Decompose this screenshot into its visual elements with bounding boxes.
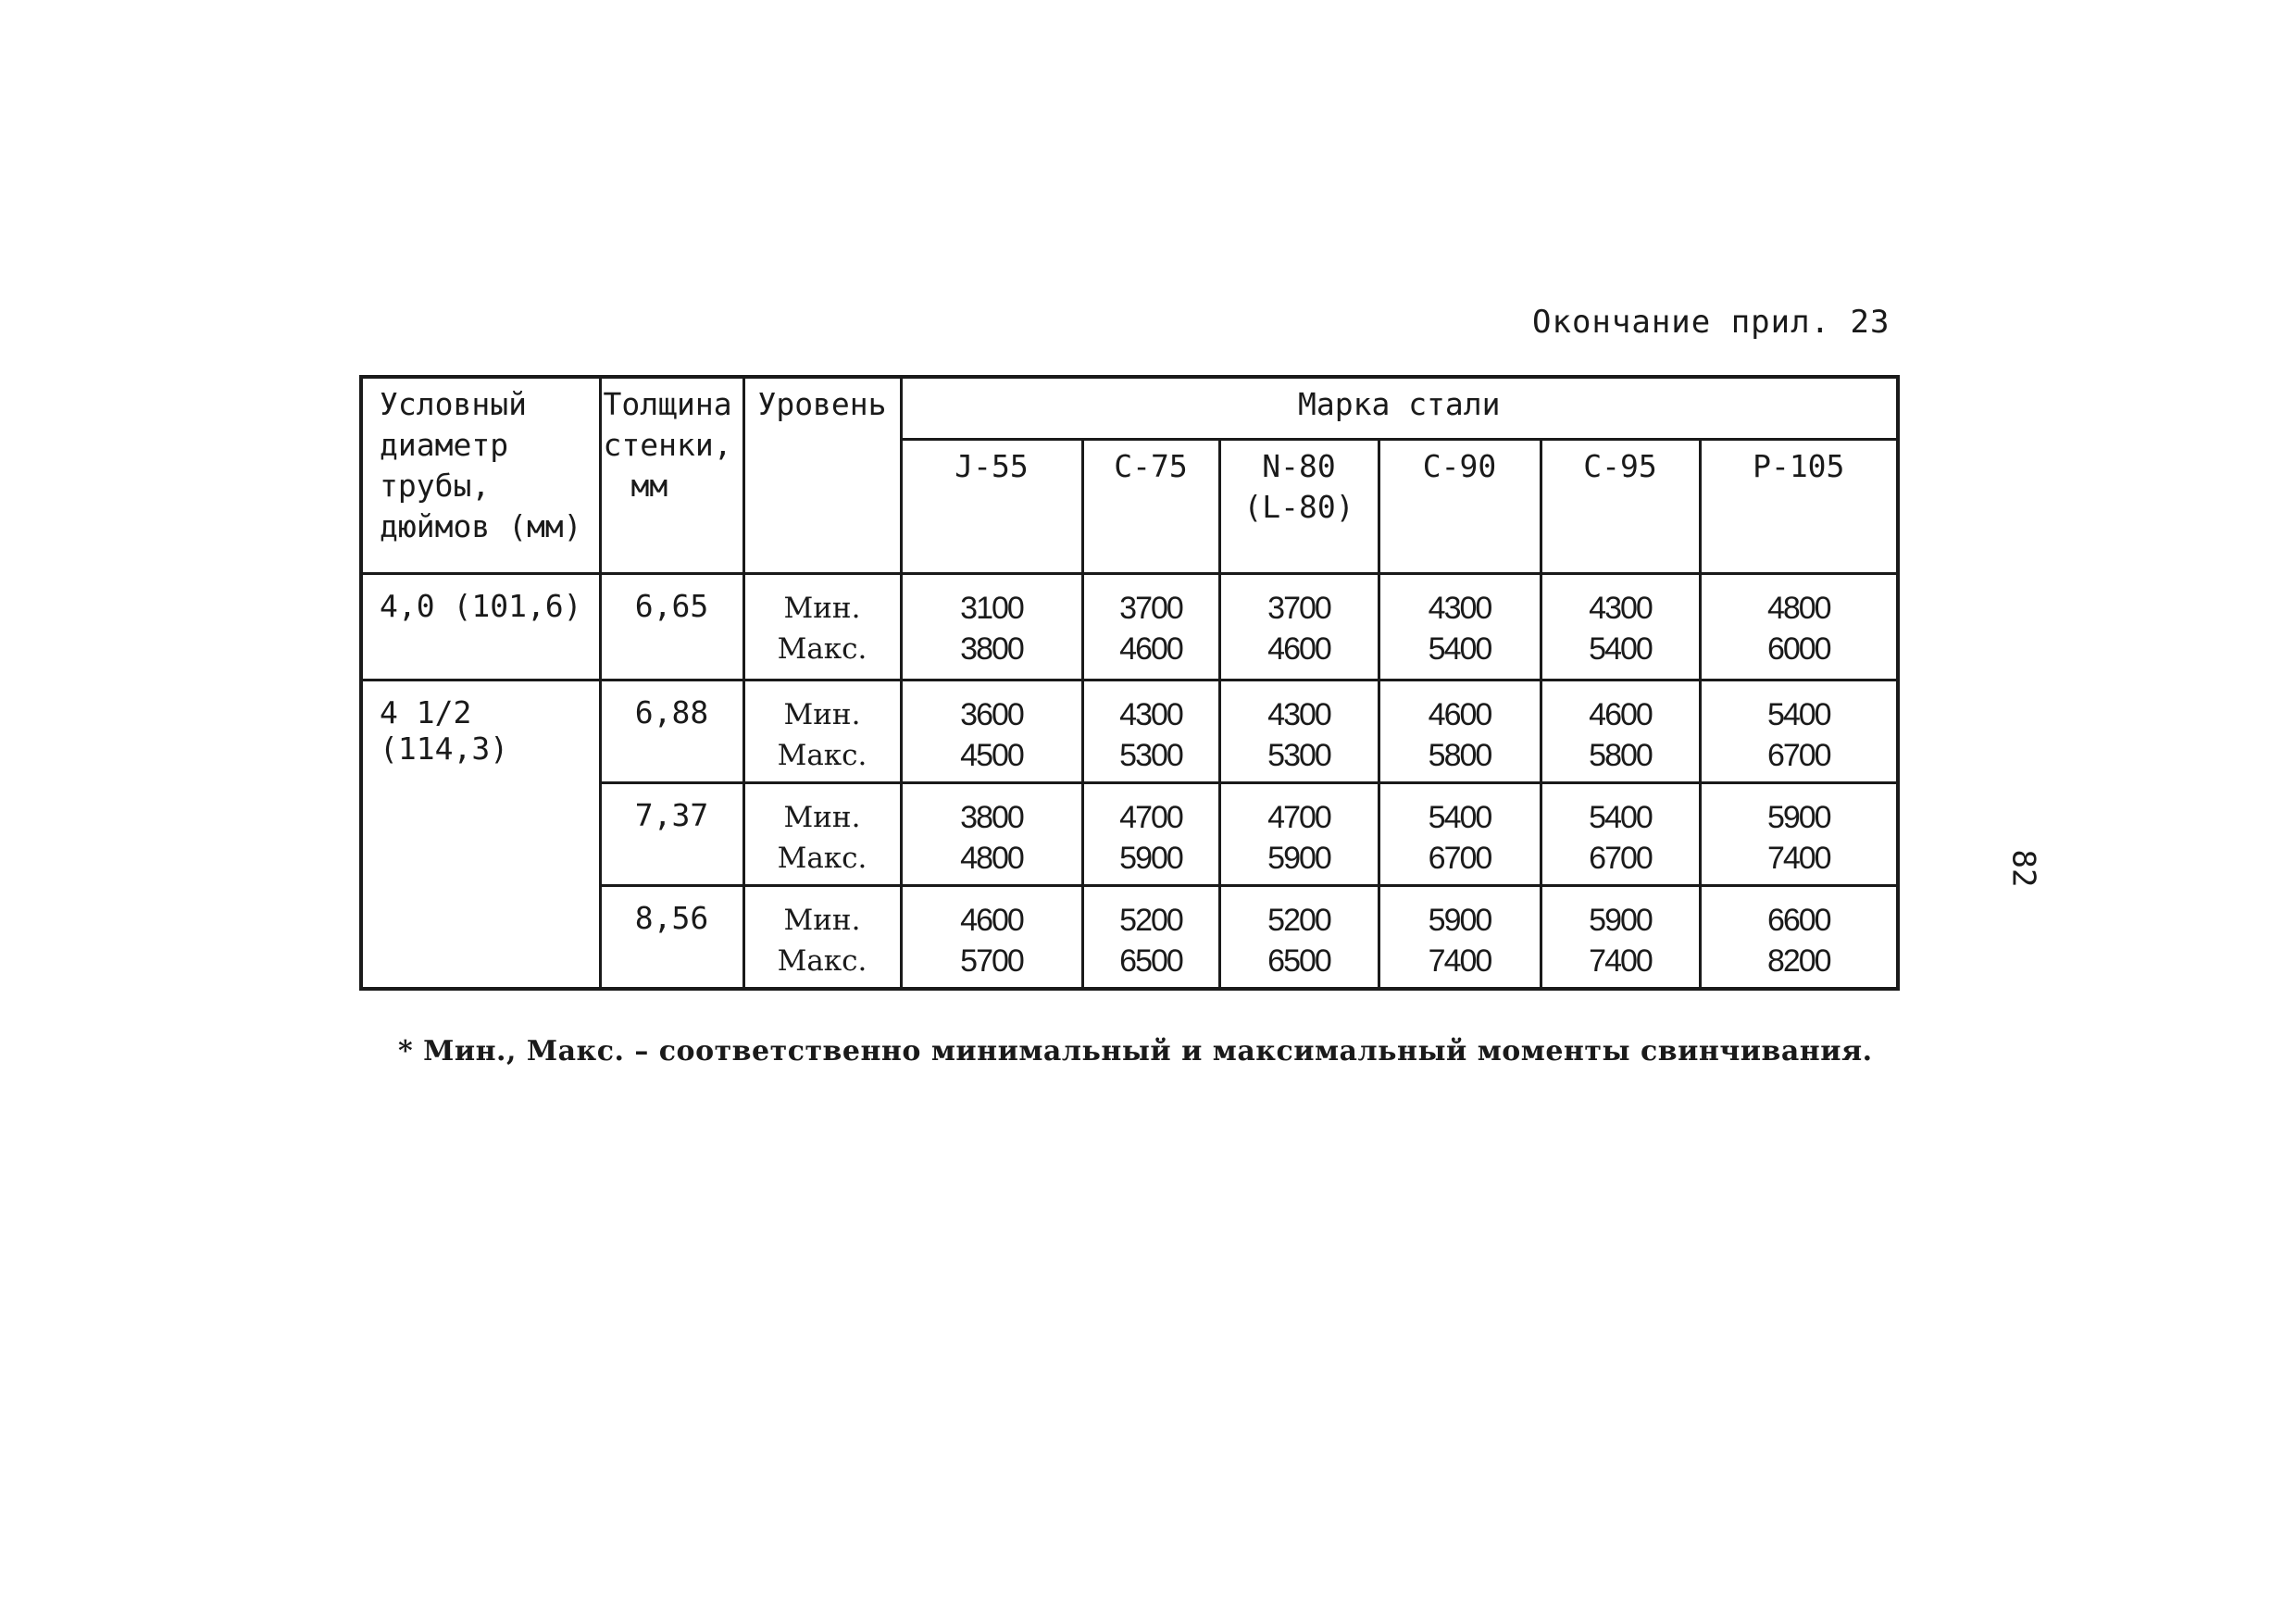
value-cell: 4300 5300 bbox=[1082, 680, 1219, 783]
value-cell: 5900 7400 bbox=[1379, 886, 1541, 990]
value-cell: 4600 5700 bbox=[901, 886, 1082, 990]
value-cell: 3100 3800 bbox=[901, 574, 1082, 680]
value-cell: 3700 4600 bbox=[1082, 574, 1219, 680]
footnote: * Мин., Макс. – соответственно минимальный и максимальный моменты свинчивания. bbox=[398, 1035, 1873, 1067]
value-cell: 4700 5900 bbox=[1219, 783, 1379, 886]
value-cell: 4300 5400 bbox=[1379, 574, 1541, 680]
thickness-cell: 6,65 bbox=[600, 574, 743, 680]
value-cell: 5900 7400 bbox=[1541, 886, 1700, 990]
diameter-cell: 4,0 (101,6) bbox=[361, 574, 600, 680]
value-cell: 5900 7400 bbox=[1700, 783, 1898, 886]
grade-header-c75: C-75 bbox=[1082, 440, 1219, 574]
table-row bbox=[361, 574, 1898, 680]
value-cell: 6600 8200 bbox=[1700, 886, 1898, 990]
value-cell: 4700 5900 bbox=[1082, 783, 1219, 886]
value-cell: 4300 5300 bbox=[1219, 680, 1379, 783]
level-cell: Мин. Макс. bbox=[743, 680, 901, 783]
grade-header-n80: N-80 (L-80) bbox=[1219, 440, 1379, 574]
level-cell: Мин. Макс. bbox=[743, 886, 901, 990]
value-cell: 5200 6500 bbox=[1082, 886, 1219, 990]
value-cell: 5400 6700 bbox=[1700, 680, 1898, 783]
grade-header-j55: J-55 bbox=[901, 440, 1082, 574]
torque-table-container bbox=[359, 375, 1896, 991]
diameter-cell: 4 1/2 (114,3) bbox=[361, 680, 600, 990]
level-cell: Мин. Макс. bbox=[743, 783, 901, 886]
value-cell: 4600 5800 bbox=[1541, 680, 1700, 783]
table-row bbox=[361, 680, 1898, 783]
thickness-header: Толщина стенки, мм bbox=[600, 377, 743, 574]
level-cell: Мин. Макс. bbox=[743, 574, 901, 680]
value-cell: 3700 4600 bbox=[1219, 574, 1379, 680]
grade-header-c90: C-90 bbox=[1379, 440, 1541, 574]
value-cell: 4600 5800 bbox=[1379, 680, 1541, 783]
page-number: 82 bbox=[2004, 849, 2042, 888]
value-cell: 4300 5400 bbox=[1541, 574, 1700, 680]
torque-table bbox=[359, 375, 1900, 991]
value-cell: 3800 4800 bbox=[901, 783, 1082, 886]
steel-grade-header: Марка стали bbox=[901, 377, 1898, 440]
value-cell: 5400 6700 bbox=[1541, 783, 1700, 886]
value-cell: 4800 6000 bbox=[1700, 574, 1898, 680]
thickness-cell: 8,56 bbox=[600, 886, 743, 990]
diameter-header: Условный диаметр трубы, дюймов (мм) bbox=[361, 377, 600, 574]
value-cell: 5200 6500 bbox=[1219, 886, 1379, 990]
level-header: Уровень bbox=[743, 377, 901, 574]
thickness-cell: 7,37 bbox=[600, 783, 743, 886]
grade-header-p105: P-105 bbox=[1700, 440, 1898, 574]
value-cell: 3600 4500 bbox=[901, 680, 1082, 783]
grade-header-c95: C-95 bbox=[1541, 440, 1700, 574]
continuation-header: Окончание прил. 23 bbox=[1532, 304, 1890, 341]
value-cell: 5400 6700 bbox=[1379, 783, 1541, 886]
thickness-cell: 6,88 bbox=[600, 680, 743, 783]
